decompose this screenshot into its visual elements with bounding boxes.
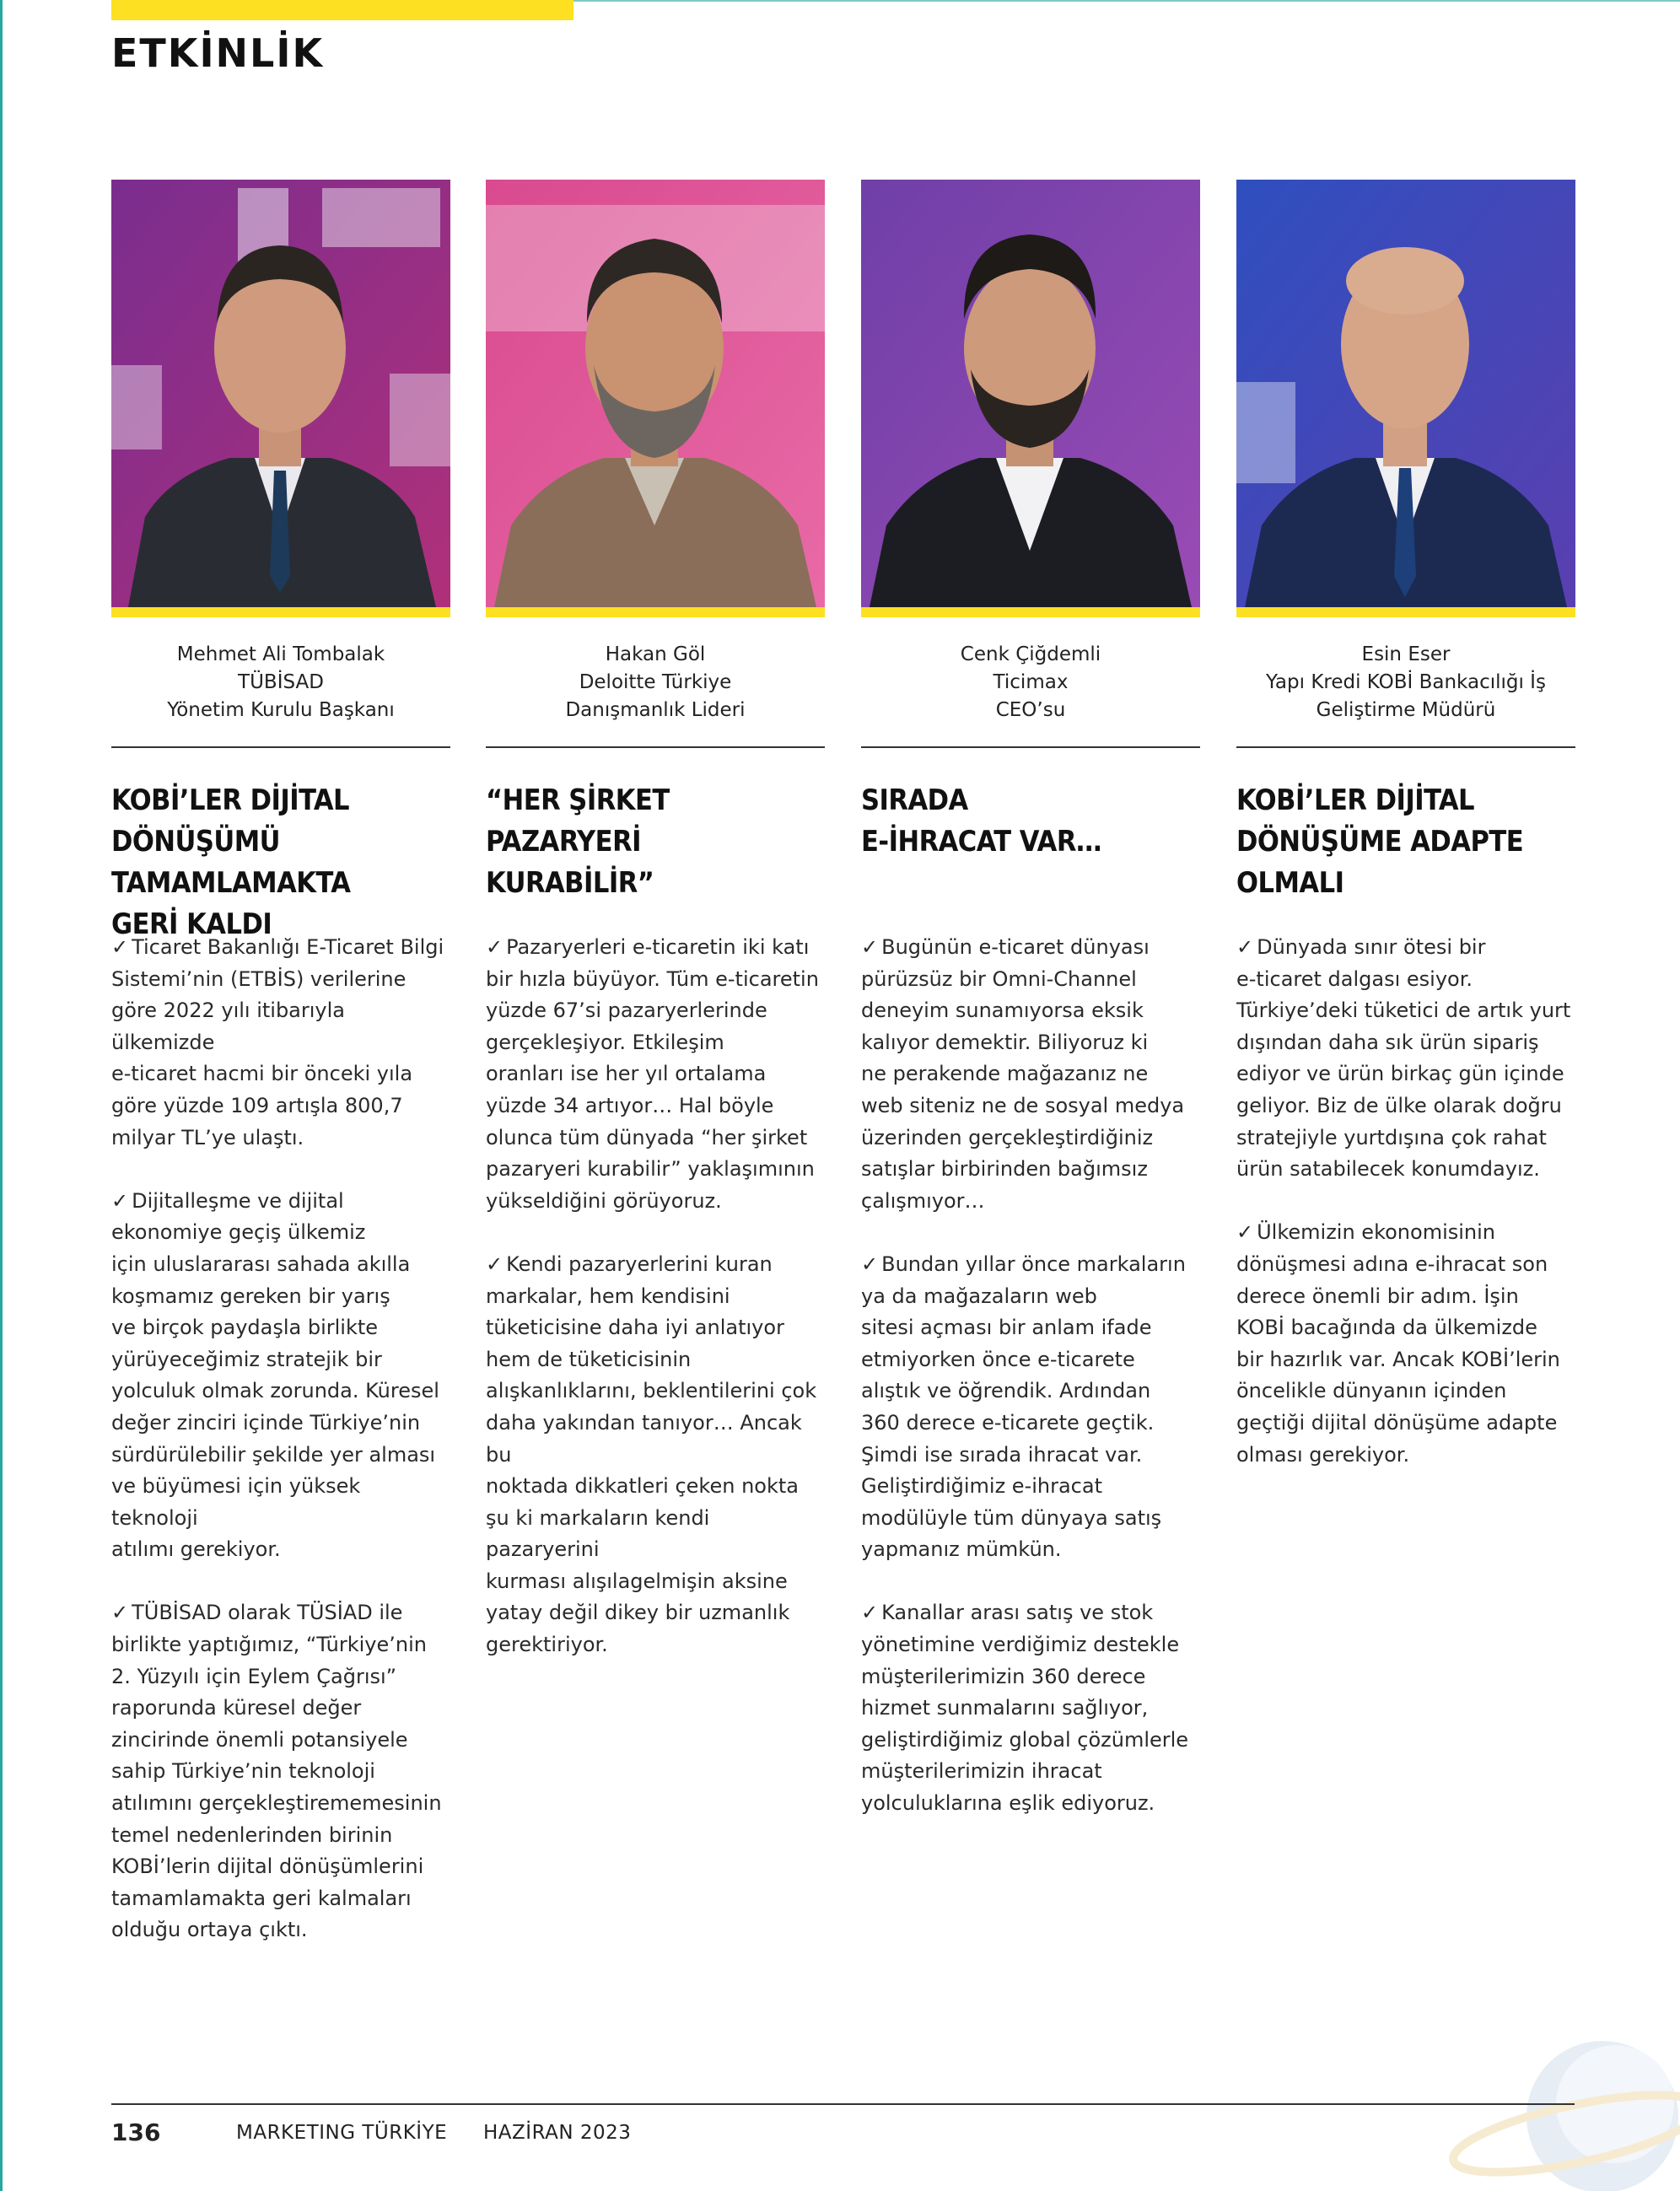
paragraph-line: [861, 932, 1200, 964]
paragraph-line: koşmamız gereken bir yarış: [111, 1284, 390, 1308]
paragraph-line: milyar TL’ye ulaştı.: [111, 1125, 304, 1149]
paragraph-line: [486, 932, 825, 964]
paragraph-line: Türkiye’deki tüketici de artık yurt: [1236, 999, 1571, 1023]
paragraph-line: deneyim sunamıyorsa eksik: [861, 999, 1144, 1023]
paragraph-line: geliyor. Biz de ülke olarak doğru: [1236, 1093, 1562, 1117]
paragraph-line: KOBİ’lerin dijital dönüşümlerini: [111, 1855, 424, 1879]
paragraph-line: derece önemli bir adım. İşin: [1236, 1284, 1519, 1308]
paragraph-line: [111, 1597, 450, 1629]
paragraph-line: etmiyorken önce e-ticarete: [861, 1347, 1135, 1371]
paragraph-line: KOBİ bacağında da ülkemizde: [1236, 1316, 1537, 1340]
page-number: 136: [111, 2118, 161, 2146]
paragraph-line: [486, 1249, 825, 1281]
speaker-name: Mehmet Ali Tombalak: [176, 643, 385, 665]
paragraph-line: stratejiyle yurtdışına çok rahat: [1236, 1125, 1547, 1149]
speaker-role: Danışmanlık Lideri: [565, 699, 746, 721]
paragraph-line: pazaryeri kurabilir” yaklaşımının: [486, 1157, 815, 1182]
paragraph-line: yüzde 34 artıyor… Hal böyle: [486, 1093, 774, 1117]
paragraph-line: noktada dikkatleri çeken nokta: [486, 1474, 799, 1499]
paragraph-line: dışından daha sık ürün sipariş: [1236, 1030, 1539, 1054]
speaker-role: CEO’su: [995, 699, 1066, 721]
paragraph-line-text: Kendi pazaryerlerini kuran: [506, 1252, 773, 1276]
paragraph-line: ve büyümesi için yüksek teknoloji: [111, 1474, 361, 1530]
paragraph-line: oranları ise her yıl ortalama: [486, 1062, 767, 1086]
paragraph-line-text: Ülkemizin ekonomisinin: [1257, 1220, 1495, 1245]
section-tab-bar: [111, 0, 573, 20]
paragraph-line: bir hazırlık var. Ancak KOBİ’lerin: [1236, 1347, 1560, 1371]
article-headline: [486, 780, 825, 904]
paragraph-line: [1236, 932, 1575, 964]
paragraph-line: markalar, hem kendisini: [486, 1284, 730, 1308]
speaker-role: Yönetim Kurulu Başkanı: [167, 699, 395, 721]
speaker-photo-image: [1236, 180, 1575, 607]
speaker-photo: [1236, 180, 1575, 617]
article-paragraph: [861, 932, 1200, 1217]
paragraph-line-text: Pazaryerleri e-ticaretin iki katı: [506, 935, 810, 959]
article-headline: [861, 780, 1200, 904]
speaker-role: Geliştirme Müdürü: [1316, 699, 1496, 721]
paragraph-line: sürdürülebilir şekilde yer alması: [111, 1442, 436, 1467]
headline-line: SIRADA: [861, 783, 968, 817]
paragraph-line: gerçekleşiyor. Etkileşim: [486, 1030, 724, 1054]
speaker-photo-image: [486, 180, 825, 607]
paragraph-line: ediyor ve ürün birkaç gün içinde: [1236, 1062, 1564, 1086]
paragraph-line: kurması alışılagelmişin aksine: [486, 1569, 788, 1593]
publication-name: MARKETING TÜRKİYE: [236, 2122, 448, 2144]
checkmark-icon: ✓: [111, 1188, 129, 1213]
headline-line: DÖNÜŞÜMÜ TAMAMLAMAKTA: [111, 825, 351, 900]
checkmark-icon: ✓: [486, 1252, 503, 1276]
headline-line: GERİ KALDI: [111, 907, 272, 941]
paragraph-line: temel nedenlerinden birinin: [111, 1822, 393, 1847]
headline-line: “HER ŞİRKET: [486, 783, 670, 817]
paragraph-line-text: Dünyada sınır ötesi bir: [1257, 935, 1486, 959]
caption-divider: [1236, 746, 1575, 748]
paragraph-line-text: Kanallar arası satış ve stok: [881, 1601, 1154, 1625]
checkmark-icon: ✓: [486, 935, 503, 959]
checkmark-icon: ✓: [111, 1601, 129, 1625]
paragraph-line: tamamlamakta geri kalmaları: [111, 1886, 412, 1910]
article-paragraph: [1236, 1217, 1575, 1471]
paragraph-line: çalışmıyor…: [861, 1188, 985, 1213]
paragraph-line: alışkanlıklarını, beklentilerini çok: [486, 1379, 817, 1403]
speaker-column-4: [1236, 180, 1575, 1503]
speaker-column-3: [861, 180, 1200, 1851]
paragraph-line: atılımı gerekiyor.: [111, 1537, 281, 1562]
paragraph-line-text: TÜBİSAD olarak TÜSİAD ile: [132, 1601, 403, 1625]
paragraph-line: yürüyeceğimiz stratejik bir: [111, 1347, 382, 1371]
paragraph-line: zincirinde önemli potansiyele: [111, 1727, 408, 1752]
paragraph-line: Geliştirdiğimiz e-ihracat: [861, 1474, 1102, 1499]
paragraph-line: gerektiriyor.: [486, 1633, 608, 1657]
paragraph-line: 2. Yüzyılı için Eylem Çağrısı”: [111, 1664, 397, 1688]
paragraph-line: geçtiği dijital dönüşüme adapte: [1236, 1410, 1558, 1435]
paragraph-line: e-ticaret dalgası esiyor.: [1236, 966, 1473, 991]
paragraph-line: birlikte yaptığımız, “Türkiye’nin: [111, 1633, 427, 1657]
article-paragraph: [861, 1597, 1200, 1819]
paragraph-line-text: Ticaret Bakanlığı E-Ticaret Bilgi: [132, 935, 444, 959]
left-edge-rule: [0, 0, 3, 2191]
checkmark-icon: ✓: [861, 1252, 879, 1276]
paragraph-line: [861, 1597, 1200, 1629]
article-paragraph: [111, 932, 450, 1154]
speaker-column-2: [486, 180, 825, 1693]
paragraph-line: sahip Türkiye’nin teknoloji: [111, 1759, 375, 1784]
speaker-organization: Ticimax: [993, 671, 1069, 693]
paragraph-line: web siteniz ne de sosyal medya: [861, 1093, 1185, 1117]
paragraph-line: ekonomiye geçiş ülkemiz: [111, 1220, 366, 1245]
paragraph-line: raporunda küresel değer: [111, 1696, 362, 1720]
headline-line: E-İHRACAT VAR…: [861, 825, 1101, 859]
paragraph-line: [861, 1249, 1200, 1281]
speaker-organization: Deloitte Türkiye: [579, 671, 732, 693]
paragraph-line: yolculuklarına eşlik ediyoruz.: [861, 1791, 1155, 1816]
paragraph-line: yolculuk olmak zorunda. Küresel: [111, 1379, 439, 1403]
paragraph-line: e-ticaret hacmi bir önceki yıla: [111, 1062, 413, 1086]
paragraph-line: modülüyle tüm dünyaya satış: [861, 1505, 1162, 1530]
paragraph-line: satışlar birbirinden bağımsız: [861, 1157, 1148, 1182]
paragraph-line: daha yakından tanıyor… Ancak bu: [486, 1410, 802, 1467]
paragraph-line: göre 2022 yılı itibarıyla ülkemizde: [111, 999, 345, 1054]
paragraph-line: yatay değil dikey bir uzmanlık: [486, 1601, 790, 1625]
paragraph-line-text: Bundan yıllar önce markaların: [881, 1252, 1186, 1276]
speaker-photo: [111, 180, 450, 617]
paragraph-line: sitesi açması bir anlam ifade: [861, 1316, 1152, 1340]
paragraph-line: öncelikle dünyanın içinden: [1236, 1379, 1507, 1403]
speaker-name: Cenk Çiğdemli: [960, 643, 1101, 665]
paragraph-line: müşterilerimizin 360 derece: [861, 1664, 1146, 1688]
planet-decoration-icon: [1434, 1990, 1680, 2191]
paragraph-line: olması gerekiyor.: [1236, 1442, 1410, 1467]
headline-line: KOBİ’LER DİJİTAL: [1236, 783, 1474, 817]
headline-line: DÖNÜŞÜME ADAPTE: [1236, 825, 1524, 859]
article-headline: [111, 780, 450, 941]
checkmark-icon: ✓: [1236, 935, 1254, 959]
speaker-photo-image: [111, 180, 450, 607]
speaker-photo: [486, 180, 825, 617]
paragraph-line: tüketicisine daha iyi anlatıyor: [486, 1316, 784, 1340]
footer-divider: [111, 2103, 1575, 2105]
article-paragraph: [111, 1186, 450, 1566]
speaker-caption: [861, 641, 1200, 724]
paragraph-line: Şimdi ise sırada ihracat var.: [861, 1442, 1143, 1467]
headline-line: OLMALI: [1236, 866, 1344, 900]
headline-line: KURABİLİR”: [486, 866, 654, 900]
paragraph-line: kalıyor demektir. Biliyoruz ki: [861, 1030, 1149, 1054]
checkmark-icon: ✓: [111, 935, 129, 959]
article-paragraph: [486, 1249, 825, 1661]
article-body: [486, 932, 825, 1661]
paragraph-line: ya da mağazaların web: [861, 1284, 1097, 1308]
speaker-organization: TÜBİSAD: [238, 671, 324, 693]
article-headline: [1236, 780, 1575, 904]
paragraph-line: yükseldiğini görüyoruz.: [486, 1188, 722, 1213]
paragraph-line: ne perakende mağazanız ne: [861, 1062, 1149, 1086]
checkmark-icon: ✓: [861, 1601, 879, 1625]
article-paragraph: [486, 932, 825, 1217]
headline-line: KOBİ’LER DİJİTAL: [111, 783, 349, 817]
paragraph-line: hem de tüketicisinin: [486, 1347, 692, 1371]
caption-divider: [486, 746, 825, 748]
speaker-photo-image: [861, 180, 1200, 607]
paragraph-line: şu ki markaların kendi pazaryerini: [486, 1505, 710, 1562]
article-body: [1236, 932, 1575, 1471]
caption-divider: [111, 746, 450, 748]
paragraph-line: pürüzsüz bir Omni-Channel: [861, 966, 1137, 991]
paragraph-line: dönüşmesi adına e-ihracat son: [1236, 1252, 1548, 1276]
section-label: ETKİNLİK: [111, 30, 325, 76]
headline-line: PAZARYERİ: [486, 825, 641, 859]
checkmark-icon: ✓: [1236, 1220, 1254, 1245]
paragraph-line: [1236, 1217, 1575, 1249]
paragraph-line: değer zinciri içinde Türkiye’nin: [111, 1410, 421, 1435]
paragraph-line: geliştirdiğimiz global çözümlerle: [861, 1727, 1189, 1752]
paragraph-line: olunca tüm dünyada “her şirket: [486, 1125, 808, 1149]
speaker-caption: [486, 641, 825, 724]
speaker-name: Esin Eser: [1361, 643, 1451, 665]
paragraph-line: [111, 1186, 450, 1218]
speaker-organization: Yapı Kredi KOBİ Bankacılığı İş: [1266, 671, 1546, 693]
paragraph-line: üzerinden gerçekleştirdiğiniz: [861, 1125, 1154, 1149]
paragraph-line: olduğu ortaya çıktı.: [111, 1918, 308, 1942]
checkmark-icon: ✓: [861, 935, 879, 959]
speaker-caption: [1236, 641, 1575, 724]
paragraph-line: için uluslararası sahada akılla: [111, 1252, 411, 1276]
paragraph-line: Sistemi’nin (ETBİS) verilerine: [111, 966, 407, 991]
top-edge-rule: [573, 0, 1680, 2]
paragraph-line: yönetimine verdiğimiz destekle: [861, 1633, 1180, 1657]
paragraph-line: atılımını gerçekleştirememesinin: [111, 1791, 442, 1816]
caption-divider: [861, 746, 1200, 748]
speaker-photo: [861, 180, 1200, 617]
paragraph-line: göre yüzde 109 artışla 800,7: [111, 1093, 403, 1117]
speaker-caption: [111, 641, 450, 724]
paragraph-line: yapmanız mümkün.: [861, 1537, 1062, 1562]
issue-date: HAZİRAN 2023: [483, 2122, 632, 2144]
paragraph-line: hizmet sunmalarını sağlıyor,: [861, 1696, 1149, 1720]
paragraph-line: ve birçok paydaşla birlikte: [111, 1316, 379, 1340]
article-paragraph: [111, 1597, 450, 1946]
paragraph-line: bir hızla büyüyor. Tüm e-ticaretin: [486, 966, 819, 991]
paragraph-line: ürün satabilecek konumdayız.: [1236, 1157, 1540, 1182]
paragraph-line: alıştık ve öğrendik. Ardından: [861, 1379, 1151, 1403]
article-body: [861, 932, 1200, 1820]
speaker-column-1: [111, 180, 450, 1978]
paragraph-line: 360 derece e-ticarete geçtik.: [861, 1410, 1155, 1435]
article-paragraph: [861, 1249, 1200, 1566]
paragraph-line: yüzde 67’si pazaryerlerinde: [486, 999, 767, 1023]
paragraph-line-text: Bugünün e-ticaret dünyası: [881, 935, 1150, 959]
speaker-name: Hakan Göl: [605, 643, 706, 665]
paragraph-line-text: Dijitalleşme ve dijital: [132, 1188, 344, 1213]
article-paragraph: [1236, 932, 1575, 1186]
paragraph-line: [111, 932, 450, 964]
article-body: [111, 932, 450, 1946]
paragraph-line: müşterilerimizin ihracat: [861, 1759, 1102, 1784]
